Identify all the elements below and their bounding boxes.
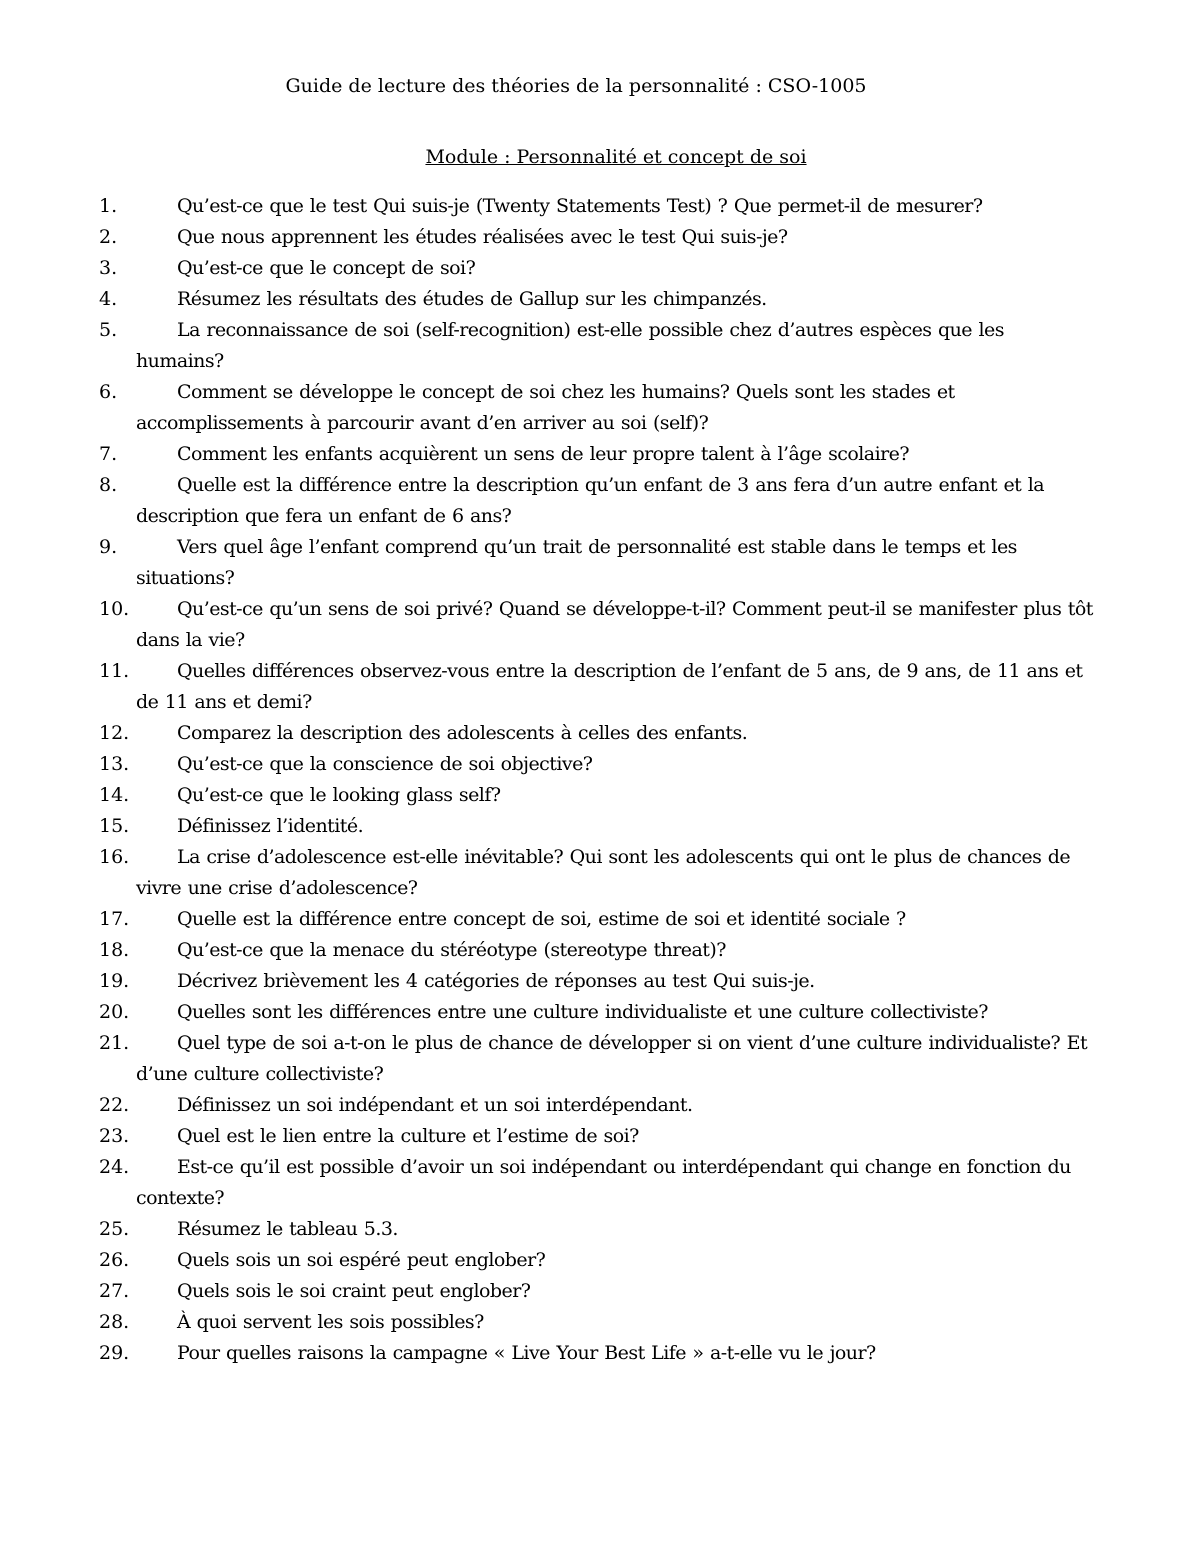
question-text: Résumez le tableau 5.3. bbox=[177, 1218, 398, 1240]
question-number: 14. bbox=[99, 784, 130, 806]
question-number: 24. bbox=[99, 1156, 130, 1178]
question-text: Quel type de soi a-t-on le plus de chance de développer si on vient d’une culture individualiste? Et d’une culture collectiviste? bbox=[136, 1032, 1088, 1085]
question-item bbox=[0, 439, 1096, 470]
question-item bbox=[0, 594, 1096, 656]
question-item bbox=[0, 1245, 1096, 1276]
question-number: 8. bbox=[99, 474, 118, 496]
question-text: Vers quel âge l’enfant comprend qu’un trait de personnalité est stable dans le temps et les situations? bbox=[136, 536, 1017, 589]
question-item bbox=[0, 470, 1096, 532]
question-text: Définissez un soi indépendant et un soi interdépendant. bbox=[177, 1094, 693, 1116]
question-text: La reconnaissance de soi (self-recognition) est-elle possible chez d’autres espèces que les humains? bbox=[136, 319, 1004, 372]
question-text: Définissez l’identité. bbox=[177, 815, 364, 837]
question-item bbox=[0, 904, 1096, 935]
question-text: Quelle est la différence entre la description qu’un enfant de 3 ans fera d’un autre enfant et la description que fera un enfant de 6 ans? bbox=[136, 474, 1045, 527]
question-item bbox=[0, 1090, 1096, 1121]
question-number: 2. bbox=[99, 226, 118, 248]
question-item bbox=[0, 532, 1096, 594]
question-text: Comparez la description des adolescents à celles des enfants. bbox=[177, 722, 748, 744]
question-number: 5. bbox=[99, 319, 118, 341]
question-number: 13. bbox=[99, 753, 130, 775]
question-number: 26. bbox=[99, 1249, 130, 1271]
question-text: Qu’est-ce que le looking glass self? bbox=[177, 784, 501, 806]
question-number: 1. bbox=[99, 195, 118, 217]
question-number: 28. bbox=[99, 1311, 130, 1333]
question-number: 7. bbox=[99, 443, 118, 465]
question-item bbox=[0, 811, 1096, 842]
question-text: Pour quelles raisons la campagne « Live Your Best Life » a-t-elle vu le jour? bbox=[177, 1342, 876, 1364]
module-heading: Module : Personnalité et concept de soi bbox=[425, 146, 807, 168]
question-text: Quels sois un soi espéré peut englober? bbox=[177, 1249, 546, 1271]
question-text: Que nous apprennent les études réalisées avec le test Qui suis-je? bbox=[177, 226, 788, 248]
question-number: 18. bbox=[99, 939, 130, 961]
question-item bbox=[0, 997, 1096, 1028]
question-item bbox=[0, 935, 1096, 966]
question-list bbox=[0, 191, 1200, 1369]
question-number: 23. bbox=[99, 1125, 130, 1147]
question-text: La crise d’adolescence est-elle inévitable? Qui sont les adolescents qui ont le plus de chances de vivre une crise d’adolescence? bbox=[136, 846, 1071, 899]
question-text: Qu’est-ce que la menace du stéréotype (stereotype threat)? bbox=[177, 939, 726, 961]
question-number: 17. bbox=[99, 908, 130, 930]
question-item bbox=[0, 1028, 1096, 1090]
question-item bbox=[0, 1307, 1096, 1338]
question-number: 4. bbox=[99, 288, 118, 310]
question-number: 11. bbox=[99, 660, 130, 682]
question-item bbox=[0, 222, 1096, 253]
question-item bbox=[0, 1121, 1096, 1152]
question-item bbox=[0, 718, 1096, 749]
question-item bbox=[0, 1214, 1096, 1245]
question-number: 15. bbox=[99, 815, 130, 837]
question-item bbox=[0, 253, 1096, 284]
question-text: Quelle est la différence entre concept de soi, estime de soi et identité sociale ? bbox=[177, 908, 906, 930]
question-number: 3. bbox=[99, 257, 118, 279]
question-number: 10. bbox=[99, 598, 130, 620]
question-number: 9. bbox=[99, 536, 118, 558]
question-text: Comment se développe le concept de soi chez les humains? Quels sont les stades et accomplissements à parcourir avant d’en arriver au soi (self)? bbox=[136, 381, 955, 434]
question-text: Comment les enfants acquièrent un sens de leur propre talent à l’âge scolaire? bbox=[177, 443, 909, 465]
question-text: Quel est le lien entre la culture et l’estime de soi? bbox=[177, 1125, 639, 1147]
question-number: 16. bbox=[99, 846, 130, 868]
question-item bbox=[0, 1338, 1096, 1369]
question-number: 12. bbox=[99, 722, 130, 744]
question-item bbox=[0, 1276, 1096, 1307]
question-item bbox=[0, 966, 1096, 997]
question-text: Décrivez brièvement les 4 catégories de réponses au test Qui suis-je. bbox=[177, 970, 815, 992]
question-number: 29. bbox=[99, 1342, 130, 1364]
question-item bbox=[0, 842, 1096, 904]
question-item bbox=[0, 191, 1096, 222]
question-item bbox=[0, 780, 1096, 811]
question-item bbox=[0, 749, 1096, 780]
question-text: Qu’est-ce que le concept de soi? bbox=[177, 257, 476, 279]
question-number: 25. bbox=[99, 1218, 130, 1240]
question-number: 20. bbox=[99, 1001, 130, 1023]
question-number: 21. bbox=[99, 1032, 130, 1054]
question-item bbox=[0, 1152, 1096, 1214]
question-number: 19. bbox=[99, 970, 130, 992]
question-item bbox=[0, 315, 1096, 377]
question-text: Résumez les résultats des études de Gallup sur les chimpanzés. bbox=[177, 288, 767, 310]
question-number: 22. bbox=[99, 1094, 130, 1116]
question-item bbox=[0, 377, 1096, 439]
question-text: Qu’est-ce que le test Qui suis-je (Twenty Statements Test) ? Que permet-il de mesurer? bbox=[177, 195, 983, 217]
question-text: Quels sois le soi craint peut englober? bbox=[177, 1280, 531, 1302]
question-number: 6. bbox=[99, 381, 118, 403]
question-item bbox=[0, 656, 1096, 718]
question-text: Qu’est-ce que la conscience de soi objective? bbox=[177, 753, 593, 775]
question-text: Quelles différences observez-vous entre la description de l’enfant de 5 ans, de 9 ans, de 11 ans et de 11 ans et demi? bbox=[136, 660, 1083, 713]
question-text: Est-ce qu’il est possible d’avoir un soi indépendant ou interdépendant qui change en fonction du contexte? bbox=[136, 1156, 1071, 1209]
question-text: À quoi servent les sois possibles? bbox=[177, 1311, 484, 1333]
question-text: Quelles sont les différences entre une culture individualiste et une culture collectiviste? bbox=[177, 1001, 988, 1023]
question-item bbox=[0, 284, 1096, 315]
question-text: Qu’est-ce qu’un sens de soi privé? Quand se développe-t-il? Comment peut-il se manifester plus tôt dans la vie? bbox=[136, 598, 1093, 651]
document-title: Guide de lecture des théories de la personnalité : CSO-1005 bbox=[285, 75, 867, 97]
question-number: 27. bbox=[99, 1280, 130, 1302]
